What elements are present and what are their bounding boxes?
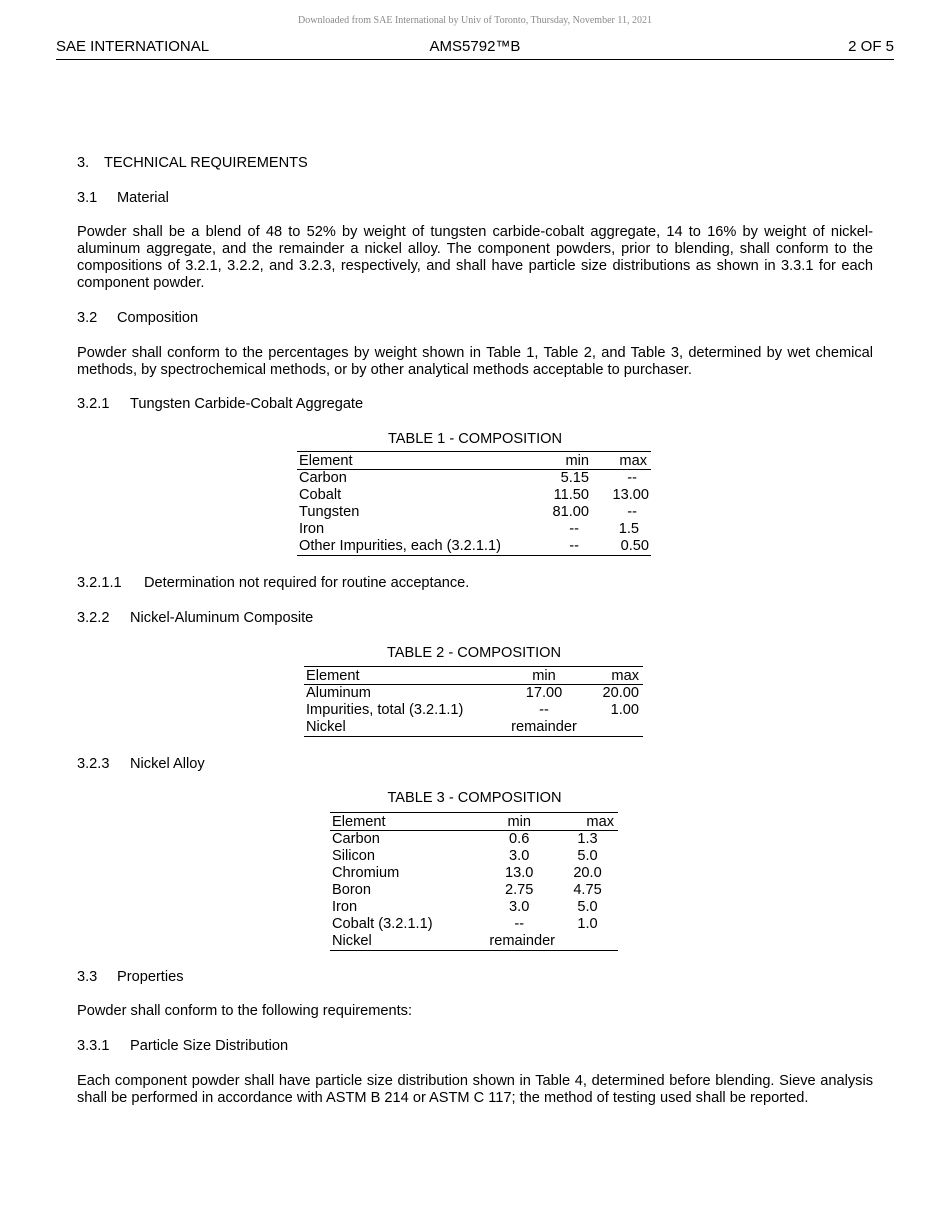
cell-element: Other Impurities, each (3.2.1.1) bbox=[299, 538, 501, 554]
column-header-min: min bbox=[541, 452, 591, 470]
cell-element: Impurities, total (3.2.1.1) bbox=[306, 702, 464, 718]
section-title: Tungsten Carbide-Cobalt Aggregate bbox=[130, 396, 364, 412]
section-3-2-1-1-heading bbox=[77, 575, 873, 592]
table-row bbox=[330, 933, 618, 951]
table-2-title: TABLE 2 - COMPOSITION bbox=[386, 645, 562, 661]
cell-min: remainder bbox=[489, 933, 556, 949]
table-row bbox=[297, 470, 651, 488]
section-title: Composition bbox=[117, 310, 199, 326]
cell-max: 20.0 bbox=[573, 865, 602, 881]
cell-min: 3.0 bbox=[509, 899, 530, 915]
section-3-3-1-paragraph: Each component powder shall have particle size distribution shown in Table 4, determined before blending. Sieve analysis shall be performed in accordance with ASTM B 214 or ASTM C 117; the method of testing used shall be reported. bbox=[77, 1073, 873, 1106]
section-3-2-paragraph: Powder shall conform to the percentages by weight shown in Table 1, Table 2, and Table 3, determined by wet chemical methods, by spectrochemical methods, or by other analytical methods acceptable to purchaser. bbox=[77, 345, 873, 378]
section-title: Nickel-Aluminum Composite bbox=[130, 610, 314, 626]
column-header-element: Element bbox=[330, 813, 481, 831]
header-publisher: SAE INTERNATIONAL bbox=[56, 38, 210, 55]
table-row bbox=[330, 916, 618, 933]
cell-element: Carbon bbox=[332, 831, 380, 847]
column-header-max: max bbox=[584, 667, 643, 685]
cell-max: 5.0 bbox=[577, 848, 598, 864]
table-row bbox=[304, 685, 643, 703]
section-number: 3.2 bbox=[77, 310, 98, 326]
table-row bbox=[297, 504, 651, 521]
cell-min: 3.0 bbox=[509, 848, 530, 864]
section-3-2-1-heading bbox=[77, 396, 873, 413]
column-header-min: min bbox=[504, 667, 584, 685]
cell-element: Iron bbox=[332, 899, 358, 915]
column-header-max: max bbox=[557, 813, 618, 831]
cell-min: 81.00 bbox=[552, 504, 589, 520]
table-row bbox=[330, 865, 618, 882]
cell-max bbox=[584, 719, 643, 737]
section-3-heading bbox=[77, 155, 873, 172]
cell-max: 1.00 bbox=[610, 702, 639, 718]
table-header-row bbox=[304, 667, 643, 685]
cell-min: remainder bbox=[511, 719, 577, 735]
table-1 bbox=[297, 451, 651, 556]
section-title: Material bbox=[117, 190, 169, 206]
column-header-max: max bbox=[591, 452, 651, 470]
cell-min: 2.75 bbox=[504, 882, 534, 898]
cell-element: Iron bbox=[299, 521, 325, 537]
header-page-number: 2 OF 5 bbox=[848, 38, 894, 55]
section-number: 3.1 bbox=[77, 190, 98, 206]
table-1-title: TABLE 1 - COMPOSITION bbox=[387, 431, 563, 447]
table-2 bbox=[304, 666, 643, 737]
cell-min: 5.15 bbox=[560, 470, 589, 486]
section-number: 3.3 bbox=[77, 969, 98, 985]
cell-min: 0.6 bbox=[509, 831, 530, 847]
cell-element: Aluminum bbox=[306, 685, 371, 701]
table-header-row bbox=[330, 813, 618, 831]
cell-max: 5.0 bbox=[577, 899, 598, 915]
table-3 bbox=[330, 812, 618, 951]
cell-element: Cobalt (3.2.1.1) bbox=[332, 916, 433, 932]
header-document-id: AMS5792™B bbox=[429, 38, 521, 55]
table-row bbox=[304, 702, 643, 719]
cell-max: -- bbox=[627, 470, 637, 486]
cell-element: Carbon bbox=[299, 470, 347, 486]
cell-element: Nickel bbox=[306, 719, 346, 735]
section-title: Determination not required for routine acceptance. bbox=[144, 575, 470, 591]
table-row bbox=[297, 538, 651, 556]
section-3-3-paragraph: Powder shall conform to the following requirements: bbox=[77, 1003, 413, 1019]
section-number: 3.2.2 bbox=[77, 610, 110, 626]
cell-max: 4.75 bbox=[573, 882, 602, 898]
download-watermark: Downloaded from SAE International by Univ of Toronto, Thursday, November 11, 2021 bbox=[298, 15, 652, 26]
table-header-row bbox=[297, 452, 651, 470]
cell-element: Silicon bbox=[332, 848, 375, 864]
cell-element: Tungsten bbox=[299, 504, 360, 520]
section-number: 3.2.1.1 bbox=[77, 575, 122, 591]
section-3-1-heading bbox=[77, 190, 873, 207]
table-row bbox=[330, 848, 618, 865]
cell-min: 13.0 bbox=[504, 865, 534, 881]
cell-min: -- bbox=[514, 916, 525, 932]
table-row bbox=[330, 831, 618, 849]
cell-element: Cobalt bbox=[299, 487, 342, 503]
section-number: 3.3.1 bbox=[77, 1038, 110, 1054]
section-title: Properties bbox=[117, 969, 184, 985]
section-number: 3.2.1 bbox=[77, 396, 110, 412]
cell-element: Chromium bbox=[332, 865, 400, 881]
cell-max: 1.3 bbox=[577, 831, 598, 847]
table-row bbox=[297, 487, 651, 504]
table-row bbox=[330, 899, 618, 916]
section-3-3-heading bbox=[77, 969, 873, 986]
column-header-element: Element bbox=[304, 667, 504, 685]
cell-min: -- bbox=[569, 521, 579, 537]
section-3-2-2-heading bbox=[77, 610, 873, 627]
section-title: Nickel Alloy bbox=[130, 756, 205, 772]
cell-min: 17.00 bbox=[525, 685, 563, 701]
section-3-2-3-heading bbox=[77, 756, 873, 773]
cell-min: 11.50 bbox=[553, 487, 589, 503]
section-3-3-1-heading bbox=[77, 1038, 873, 1055]
cell-max: 13.00 bbox=[612, 487, 649, 503]
cell-min: -- bbox=[569, 538, 579, 554]
cell-max: -- bbox=[627, 504, 637, 520]
cell-element: Boron bbox=[332, 882, 371, 898]
running-header bbox=[56, 38, 894, 60]
column-header-min: min bbox=[481, 813, 557, 831]
table-row bbox=[297, 521, 651, 538]
table-3-title: TABLE 3 - COMPOSITION bbox=[387, 790, 562, 806]
cell-max bbox=[557, 933, 618, 951]
table-row bbox=[330, 882, 618, 899]
cell-max: 1.0 bbox=[577, 916, 598, 932]
cell-max: 0.50 bbox=[620, 538, 649, 554]
column-header-element: Element bbox=[297, 452, 541, 470]
section-3-2-heading bbox=[77, 310, 873, 327]
cell-element: Nickel bbox=[332, 933, 372, 949]
cell-min: -- bbox=[539, 702, 549, 718]
table-row bbox=[304, 719, 643, 737]
section-number: 3.2.3 bbox=[77, 756, 110, 772]
cell-max: 20.00 bbox=[602, 685, 639, 701]
section-title: Particle Size Distribution bbox=[130, 1038, 289, 1054]
section-3-1-paragraph: Powder shall be a blend of 48 to 52% by weight of tungsten carbide-cobalt aggregate, 14 to 16% by weight of nickel-aluminum aggregate, and the remainder a nickel alloy. The component powders, prior to blending, shall conform to the compositions of 3.2.1, 3.2.2, and 3.2.3, respectively, and shall have particle size distributions as shown in 3.3.1 for each component powder. bbox=[77, 224, 873, 291]
section-number: 3. bbox=[77, 155, 90, 171]
cell-max: 1.5 bbox=[618, 521, 639, 537]
section-title: TECHNICAL REQUIREMENTS bbox=[104, 155, 308, 171]
